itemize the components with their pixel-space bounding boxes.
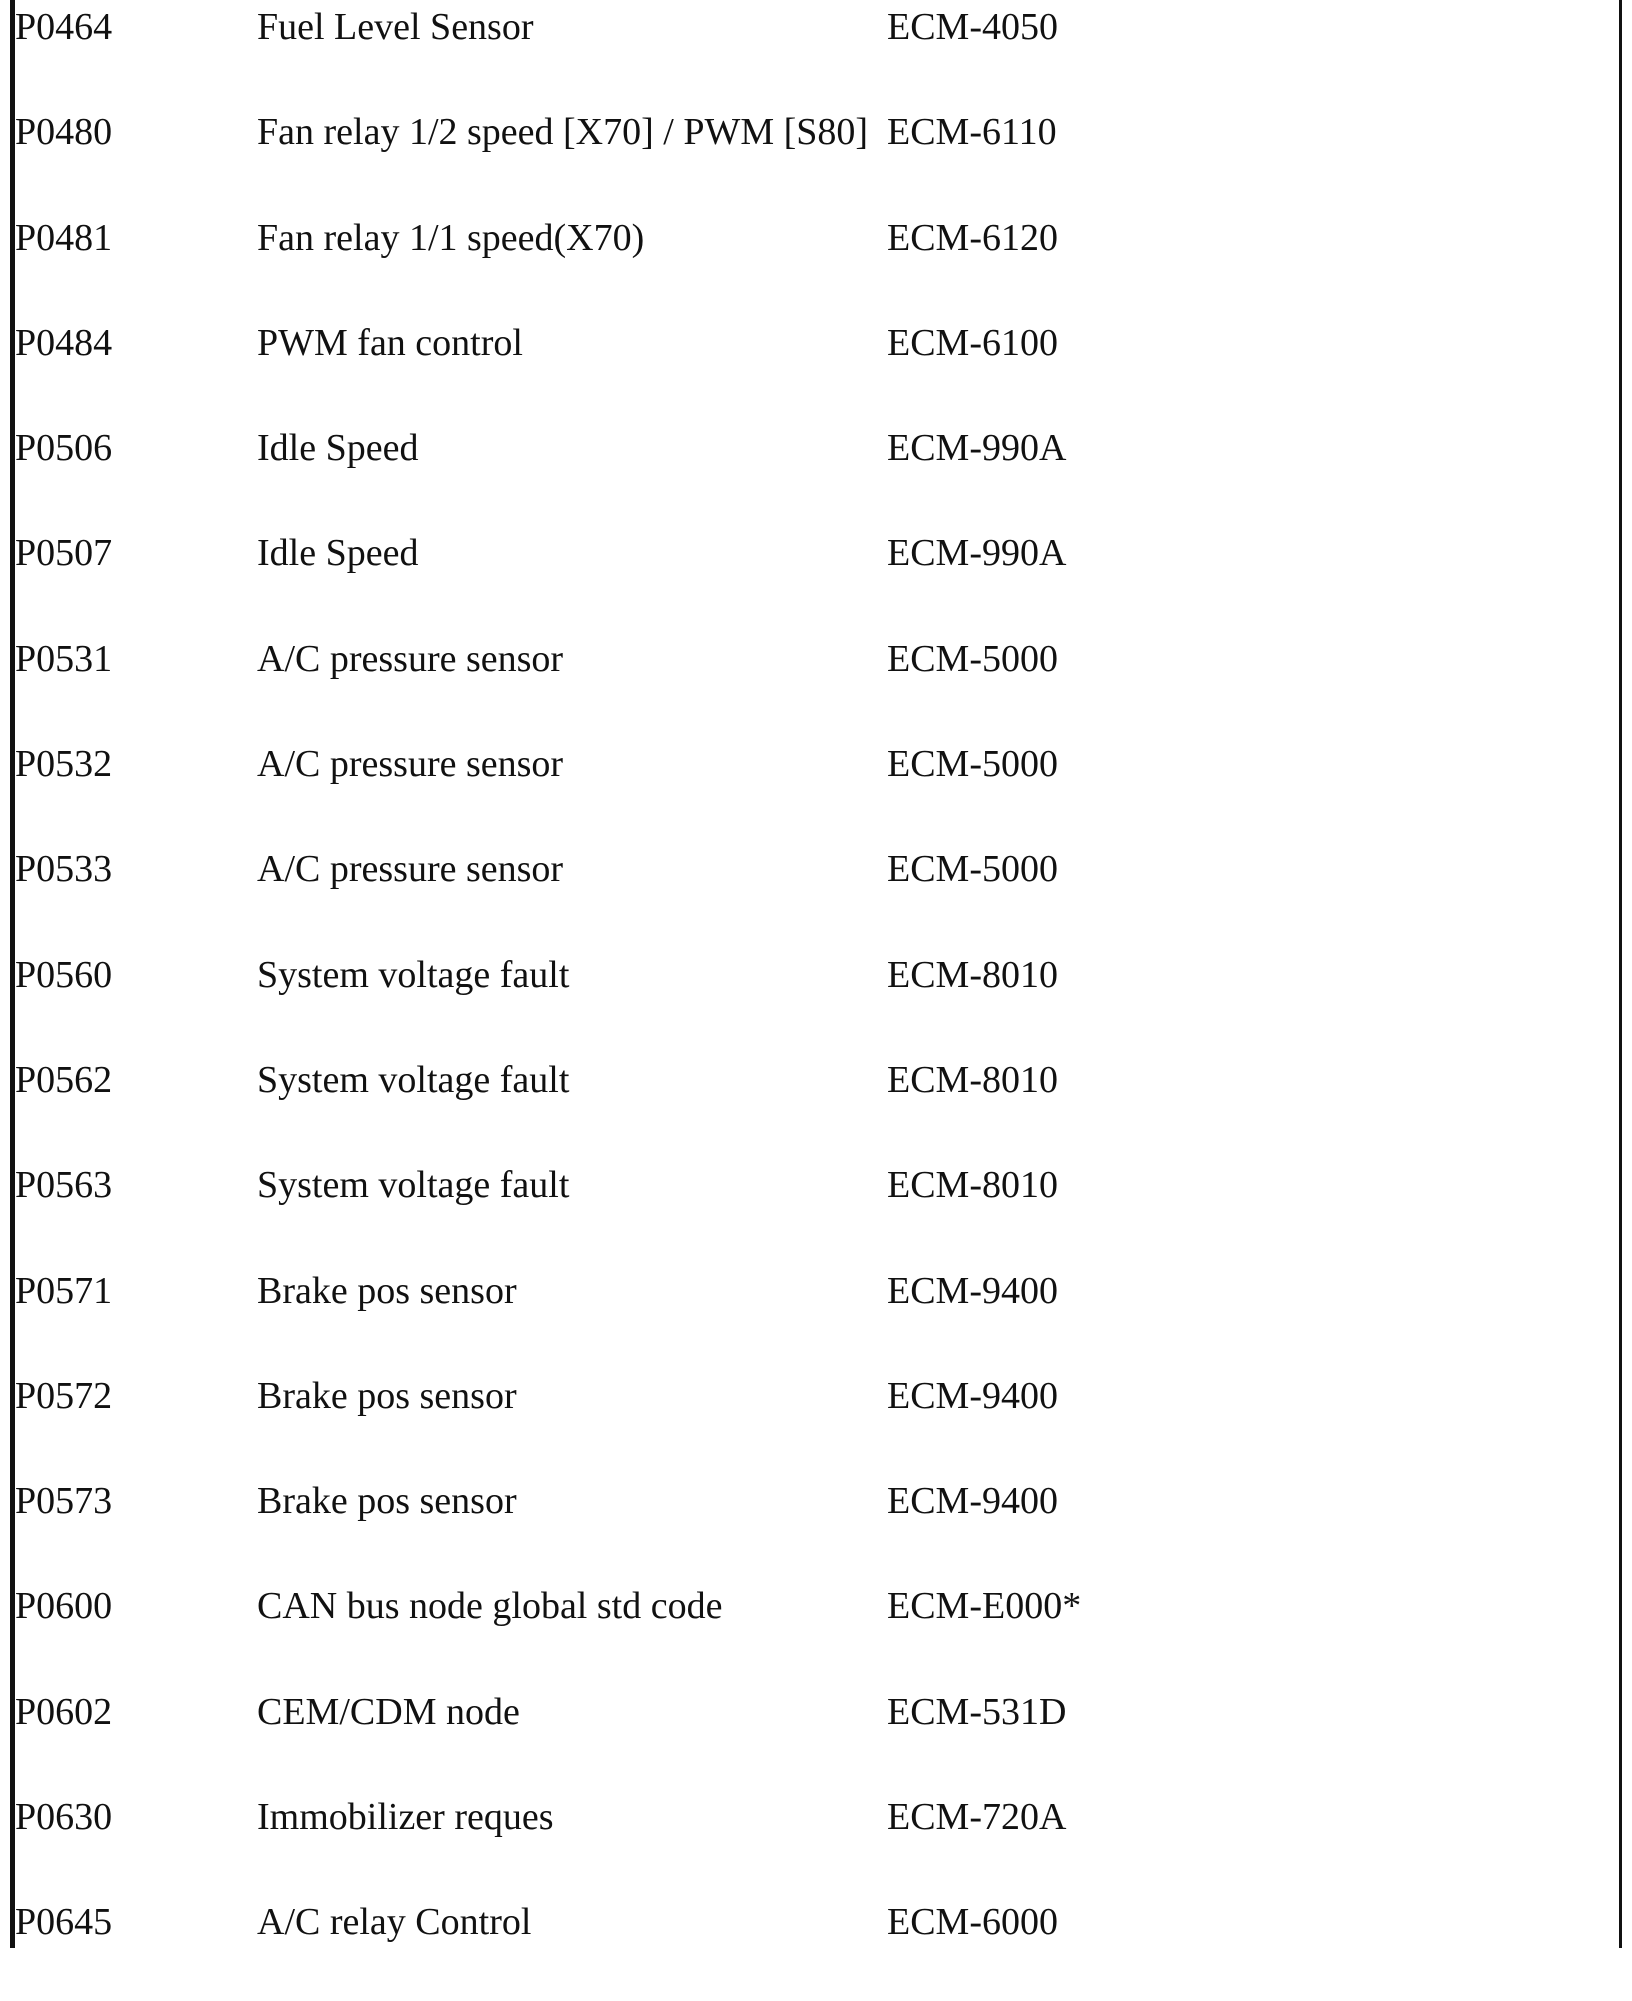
trouble-code-cell: P0484 (15, 321, 113, 364)
table-row (0, 1685, 1632, 1790)
table-row (0, 1264, 1632, 1369)
trouble-code-cell: P0506 (15, 427, 113, 470)
description-cell: Brake pos sensor (257, 1269, 517, 1312)
ecm-code-cell: ECM-5000 (887, 848, 1058, 891)
trouble-code-cell: P0562 (15, 1058, 113, 1101)
ecm-code-cell: ECM-6000 (887, 1901, 1058, 1944)
description-cell: PWM fan control (257, 321, 523, 364)
trouble-code-cell: P0571 (15, 1269, 113, 1312)
table-row (0, 421, 1632, 526)
table-row (0, 1579, 1632, 1684)
ecm-code-cell: ECM-8010 (887, 1164, 1058, 1207)
trouble-code-cell: P0464 (15, 6, 113, 48)
ecm-code-cell: ECM-6120 (887, 216, 1058, 259)
description-cell: A/C relay Control (257, 1901, 532, 1944)
table-row (0, 211, 1632, 316)
ecm-code-cell: ECM-8010 (887, 953, 1058, 996)
description-cell: A/C pressure sensor (257, 848, 564, 891)
trouble-code-cell: P0507 (15, 532, 113, 575)
table-row (0, 316, 1632, 421)
description-cell: A/C pressure sensor (257, 743, 564, 786)
ecm-code-cell: ECM-6100 (887, 321, 1058, 364)
description-cell: System voltage fault (257, 1164, 570, 1207)
trouble-code-cell: P0602 (15, 1690, 113, 1733)
trouble-code-cell: P0532 (15, 743, 113, 786)
table-row (0, 1790, 1632, 1895)
trouble-code-cell: P0563 (15, 1164, 113, 1207)
ecm-code-cell: ECM-720A (887, 1796, 1067, 1839)
table-row (0, 1369, 1632, 1474)
description-cell: Fan relay 1/1 speed(X70) (257, 216, 645, 259)
trouble-code-cell: P0481 (15, 216, 113, 259)
description-cell: CAN bus node global std code (257, 1585, 723, 1628)
trouble-code-cell: P0645 (15, 1901, 113, 1944)
table-row (0, 842, 1632, 947)
trouble-code-cell: P0480 (15, 111, 113, 154)
table-row (0, 948, 1632, 1053)
table-row (0, 105, 1632, 210)
ecm-code-cell: ECM-E000* (887, 1585, 1082, 1628)
description-cell: System voltage fault (257, 953, 570, 996)
table-row (0, 526, 1632, 631)
ecm-code-cell: ECM-9400 (887, 1480, 1058, 1523)
table-row (0, 737, 1632, 842)
description-cell: Fuel Level Sensor (257, 6, 534, 48)
trouble-code-cell: P0572 (15, 1374, 113, 1417)
ecm-code-cell: ECM-9400 (887, 1269, 1058, 1312)
description-cell: CEM/CDM node (257, 1690, 520, 1733)
trouble-code-cell: P0533 (15, 848, 113, 891)
description-cell: Brake pos sensor (257, 1374, 517, 1417)
trouble-code-cell: P0573 (15, 1480, 113, 1523)
ecm-code-cell: ECM-990A (887, 427, 1067, 470)
ecm-code-cell: ECM-531D (887, 1690, 1067, 1733)
description-cell: Brake pos sensor (257, 1480, 517, 1523)
table-row (0, 0, 1632, 105)
trouble-code-cell: P0531 (15, 637, 113, 680)
trouble-code-cell: P0600 (15, 1585, 113, 1628)
table-row (0, 1158, 1632, 1263)
description-cell: System voltage fault (257, 1058, 570, 1101)
table-row (0, 1474, 1632, 1579)
ecm-code-cell: ECM-5000 (887, 637, 1058, 680)
description-cell: Fan relay 1/2 speed [X70] / PWM [S80] (257, 111, 869, 154)
description-cell: Idle Speed (257, 427, 419, 470)
description-cell: Immobilizer reques (257, 1796, 554, 1839)
ecm-code-cell: ECM-990A (887, 532, 1067, 575)
ecm-code-cell: ECM-6110 (887, 111, 1057, 154)
trouble-code-cell: P0630 (15, 1796, 113, 1839)
ecm-code-cell: ECM-8010 (887, 1058, 1058, 1101)
description-cell: A/C pressure sensor (257, 637, 564, 680)
ecm-code-cell: ECM-5000 (887, 743, 1058, 786)
trouble-code-cell: P0560 (15, 953, 113, 996)
table-row (0, 632, 1632, 737)
description-cell: Idle Speed (257, 532, 419, 575)
ecm-code-cell: ECM-4050 (887, 6, 1058, 48)
ecm-code-cell: ECM-9400 (887, 1374, 1058, 1417)
table-row (0, 1053, 1632, 1158)
